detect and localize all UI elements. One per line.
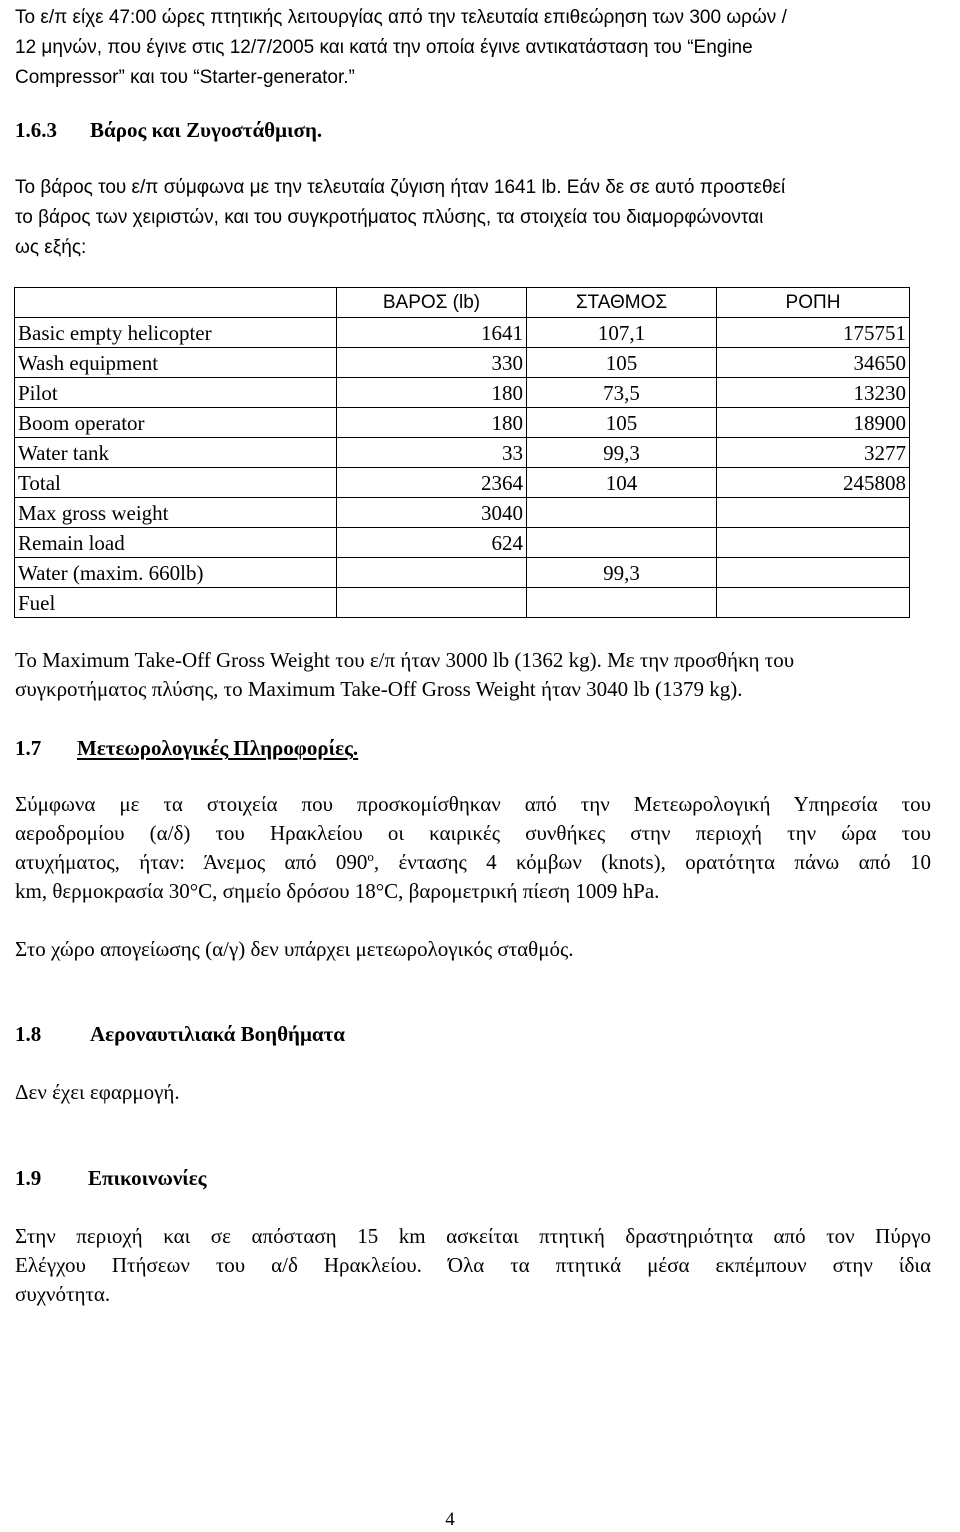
weight-intro-paragraph [15,173,931,263]
text-line: αεροδρομίου (α/δ) του Ηρακλείου οι καιρικές συνθήκες στην περιοχή την ώρα του [15,821,931,845]
item-cell: Total [15,468,337,498]
page-number: 4 [445,1509,455,1530]
table-row [15,318,910,348]
table-row [15,378,910,408]
item-cell: Remain load [15,528,337,558]
weight-cell: 330 [337,348,527,378]
section-number: 1.9 [15,1166,42,1190]
arm-cell: 105 [527,408,717,438]
table-row [15,468,910,498]
item-cell: Basic empty helicopter [15,318,337,348]
communications-paragraph [15,1222,931,1309]
arm-cell [527,588,717,618]
table-row [15,588,910,618]
moment-cell [717,498,910,528]
moment-cell: 18900 [717,408,910,438]
moment-cell: 245808 [717,468,910,498]
section-title: Μετεωρολογικές Πληροφορίες. [77,736,359,760]
section-title: Αεροναυτιλιακά Βοηθήματα [90,1022,345,1046]
section-number: 1.6.3 [15,118,57,142]
table-row [15,438,910,468]
section-heading-1-6-3 [15,117,931,143]
table-row [15,558,910,588]
moment-cell [717,558,910,588]
text-line: το βάρος των χειριστών, και του συγκροτήματος πλύσης, τα στοιχεία του διαμορφώνονται [15,207,764,228]
nav-aids-paragraph [15,1078,931,1107]
weight-cell [337,558,527,588]
item-cell: Boom operator [15,408,337,438]
item-cell: Wash equipment [15,348,337,378]
intro-paragraph [15,3,931,93]
moment-cell [717,528,910,558]
weight-cell: 1641 [337,318,527,348]
text-line: Το βάρος του ε/π σύμφωνα με την τελευταία ζύγιση ήταν 1641 lb. Εάν δε σε αυτό προστεθεί [15,177,786,198]
text-line: Compressor” και του “Starter-generator.” [15,67,355,88]
arm-cell [527,498,717,528]
table-row [15,348,910,378]
text-segment: , έντασης 4 κόμβων (knots), ορατότητα πάνω από 10 [373,850,932,874]
header-cell-empty [15,288,337,318]
arm-cell: 104 [527,468,717,498]
arm-cell: 99,3 [527,558,717,588]
mtow-paragraph [15,646,931,704]
header-cell-arm: ΣΤΑΘΜΟΣ [527,288,717,318]
text-line [15,848,931,877]
arm-cell: 107,1 [527,318,717,348]
item-cell: Max gross weight [15,498,337,528]
text-line: Στην περιοχή και σε απόσταση 15 km ασκείται πτητική δραστηριότητα από τον Πύργο [15,1224,931,1248]
header-cell-weight: ΒΑΡΟΣ (lb) [337,288,527,318]
item-cell: Water tank [15,438,337,468]
weight-cell [337,588,527,618]
arm-cell: 105 [527,348,717,378]
arm-cell [527,528,717,558]
text-line: συχνότητα. [15,1282,111,1306]
table-row [15,528,910,558]
text-line: Ελέγχου Πτήσεων του α/δ Ηρακλείου. Όλα τα πτητικά μέσα εκπέμπουν στην ίδια [15,1253,931,1277]
table-row [15,408,910,438]
text-line: Στο χώρο απογείωσης (α/γ) δεν υπάρχει μετεωρολογικός σταθμός. [15,937,574,961]
text-line: 12 μηνών, που έγινε στις 12/7/2005 και κατά την οποία έγινε αντικατάσταση του “Engine [15,37,753,58]
section-title: Επικοινωνίες [88,1166,207,1190]
degree-superscript: ο [367,849,374,864]
section-heading-1-8 [15,1021,931,1047]
text-line: Το Maximum Take-Off Gross Weight του ε/π ήταν 3000 lb (1362 kg). Με την προσθήκη του [15,648,795,672]
moment-cell: 175751 [717,318,910,348]
section-number: 1.7 [15,736,42,760]
weight-cell: 624 [337,528,527,558]
item-cell: Water (maxim. 660lb) [15,558,337,588]
arm-cell: 99,3 [527,438,717,468]
moment-cell [717,588,910,618]
table-row [15,498,910,528]
arm-cell: 73,5 [527,378,717,408]
text-line: km, θερμοκρασία 30°C, σημείο δρόσου 18°C, βαρομετρική πίεση 1009 hPa. [15,879,660,903]
header-cell-moment: ΡΟΠΗ [717,288,910,318]
section-heading-1-9 [15,1165,931,1191]
weight-cell: 33 [337,438,527,468]
weight-cell: 180 [337,378,527,408]
section-number: 1.8 [15,1022,42,1046]
item-cell: Pilot [15,378,337,408]
item-cell: Fuel [15,588,337,618]
section-heading-1-7 [15,735,931,761]
moment-cell: 13230 [717,378,910,408]
text-line: συγκροτήματος πλύσης, το Maximum Take-Off Gross Weight ήταν 3040 lb (1379 kg). [15,677,743,701]
weight-balance-table [14,287,910,618]
meteo-paragraph [15,790,931,906]
meteo-station-paragraph [15,935,931,964]
text-line: Δεν έχει εφαρμογή. [15,1080,180,1104]
section-title: Βάρος και Ζυγοστάθμιση. [90,118,323,142]
weight-cell: 2364 [337,468,527,498]
text-line: Σύμφωνα με τα στοιχεία που προσκομίσθηκαν από την Μετεωρολογική Υπηρεσία του [15,792,931,816]
weight-cell: 180 [337,408,527,438]
text-line: ως εξής: [15,237,87,258]
moment-cell: 34650 [717,348,910,378]
text-segment: ατυχήματος, ήταν: Άνεμος από 090 [15,850,368,874]
moment-cell: 3277 [717,438,910,468]
table-header-row [15,288,910,318]
weight-cell: 3040 [337,498,527,528]
text-line: Το ε/π είχε 47:00 ώρες πτητικής λειτουργίας από την τελευταία επιθεώρηση των 300 ωρών / [15,7,787,28]
